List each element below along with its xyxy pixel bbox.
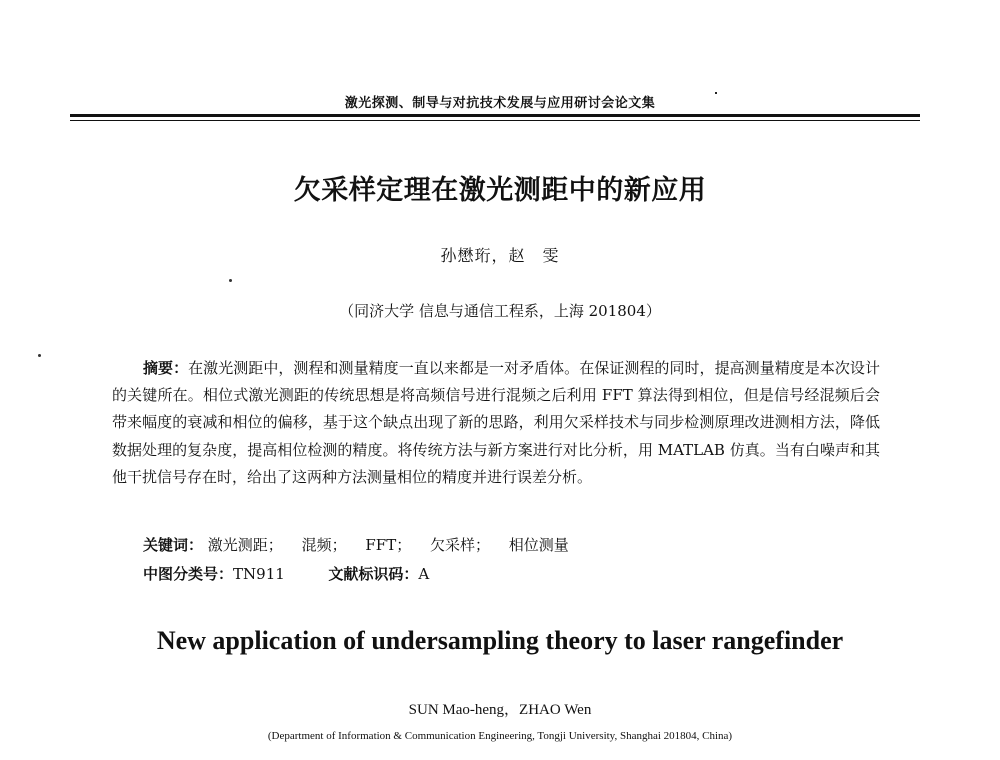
keywords-label: 关键词： (143, 536, 204, 554)
abstract-label: 摘要： (143, 359, 189, 377)
authors-chinese: 孙懋珩，赵 雯 (440, 246, 560, 265)
affiliation-chinese: （同济大学 信息与通信工程系，上海 201804） (339, 302, 661, 320)
header-rule-thick (70, 114, 920, 117)
title-english: New application of undersampling theory to laser rangefinder (156, 626, 844, 655)
doc-code-value: A (418, 565, 430, 583)
authors-english: SUN Mao-heng，ZHAO Wen (408, 702, 592, 718)
affiliation-english: (Department of Information & Communication Engineering, Tongji University, Shanghai 201804, China) (267, 730, 733, 742)
title-chinese: 欠采样定理在激光测距中的新应用 (293, 175, 707, 206)
doc-code-label: 文献标识码： (328, 565, 419, 583)
keyword-item: 激光测距； (207, 536, 283, 554)
abstract-text: 在激光测距中，测程和测量精度一直以来都是一对矛盾体。在保证测程的同时，提高测量精度是本次设计的关键所在。相位式激光测距的传统思想是将高频信号进行混频之后利用 FFT 算法得到相位，但是信号经混频后会带来幅度的衰减和相位的偏移，基于这个缺点出现了新的思路，利用欠采样技术与同步检测原理改进测相方法，降低数据处理的复杂度，提高相位检测的精度。将传统方法与新方案进行对比分析，用 MATLAB 仿真。当有白噪声和其他干扰信号存在时，给出了这两种方法测量相位的精度并进行误差分析。 (112, 359, 880, 486)
stray-mark (715, 92, 717, 94)
abstract-paragraph (112, 355, 880, 491)
clc-value: TN911 (233, 565, 285, 583)
keyword-item: FFT； (365, 536, 412, 554)
keyword-item: 相位测量 (508, 536, 569, 554)
scan-speck (229, 279, 232, 282)
running-header: 激光探测、制导与对抗技术发展与应用研讨会论文集 (344, 96, 656, 111)
keyword-item: 欠采样； (430, 536, 491, 554)
scan-speck (38, 354, 41, 357)
classification-line (143, 563, 429, 584)
keywords-line (143, 534, 569, 555)
header-rule-thin (70, 120, 920, 121)
clc-label: 中图分类号： (143, 565, 234, 583)
keyword-item: 混频； (301, 536, 347, 554)
